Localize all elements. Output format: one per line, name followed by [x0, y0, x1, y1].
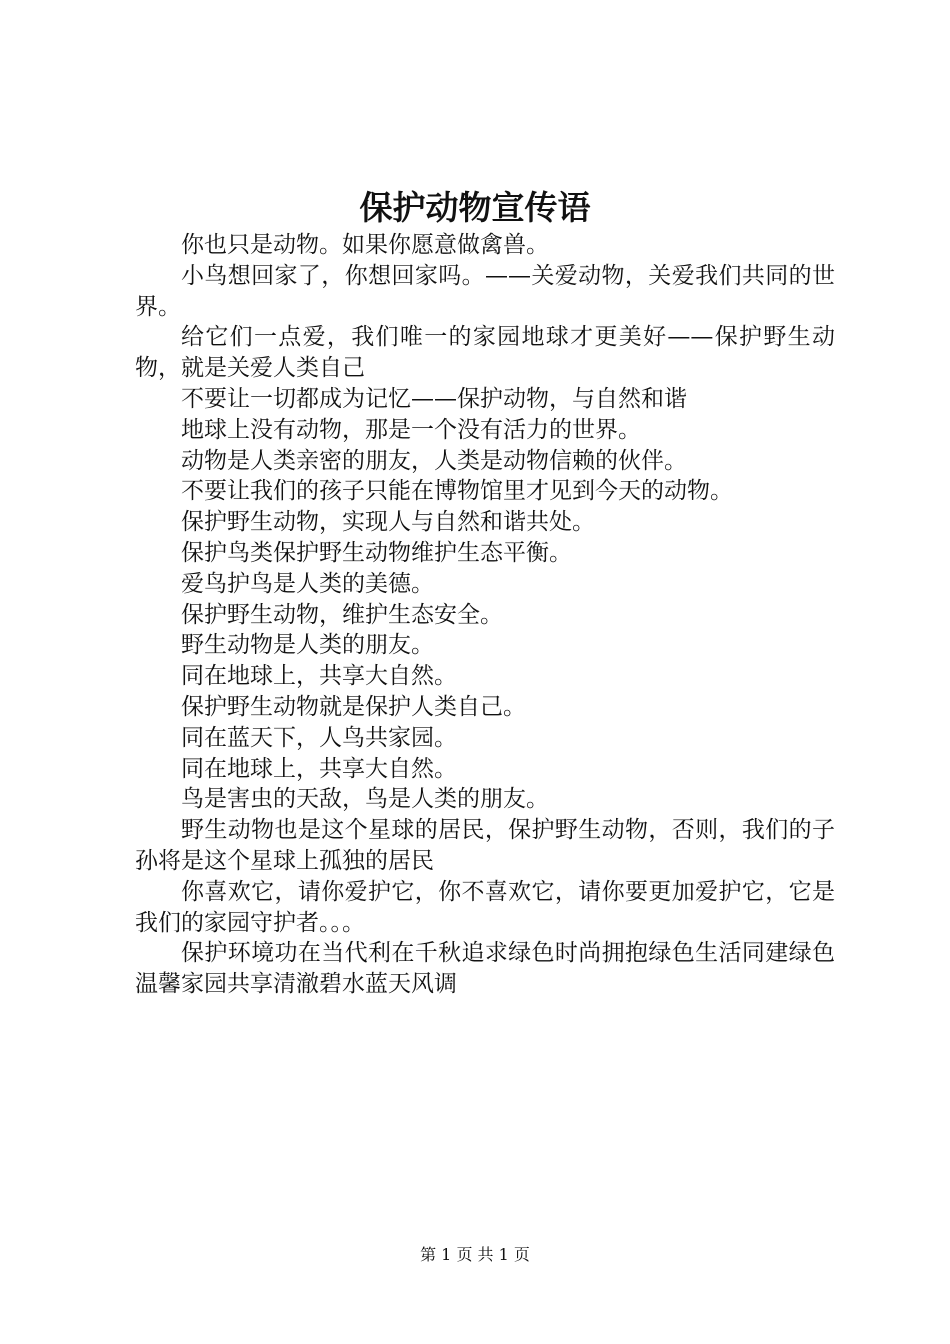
paragraph: 保护野生动物，维护生态安全。	[181, 601, 503, 628]
paragraph: 保护环境功在当代利在千秋追求绿色时尚拥抱绿色生活同建绿色温馨家园共享清澈碧水蓝天风调	[135, 940, 835, 998]
paragraph: 小鸟想回家了，你想回家吗。——关爱动物，关爱我们共同的世界。	[135, 262, 835, 320]
paragraph: 爱鸟护鸟是人类的美德。	[181, 570, 434, 597]
paragraph: 野生动物也是这个星球的居民，保护野生动物，否则，我们的子孙将是这个星球上孤独的居民	[135, 817, 835, 874]
paragraph: 地球上没有动物，那是一个没有活力的世界。	[181, 416, 641, 443]
paragraph: 你喜欢它，请你爱护它，你不喜欢它，请你要更加爱护它，它是我们的家园守护者。。。	[135, 878, 835, 936]
paragraph: 你也只是动物。如果你愿意做禽兽。	[181, 232, 549, 258]
paragraph: 同在蓝天下，人鸟共家园。	[181, 724, 457, 751]
paragraph: 动物是人类亲密的朋友，人类是动物信赖的伙伴。	[181, 447, 687, 474]
paragraph: 同在地球上，共享大自然。	[181, 663, 457, 690]
page-number-footer: 第 1 页 共 1 页	[420, 1245, 530, 1264]
paragraph: 给它们一点爱，我们唯一的家园地球才更美好——保护野生动物，就是关爱人类自己	[135, 324, 835, 382]
paragraph: 不要让一切都成为记忆——保护动物，与自然和谐	[181, 385, 687, 412]
paragraph: 同在地球上，共享大自然。	[181, 755, 457, 782]
document-body	[135, 230, 835, 1000]
paragraph: 鸟是害虫的天敌，鸟是人类的朋友。	[181, 786, 549, 813]
paragraph: 不要让我们的孩子只能在博物馆里才见到今天的动物。	[181, 478, 733, 505]
paragraph: 保护鸟类保护野生动物维护生态平衡。	[181, 539, 572, 566]
document-title: 保护动物宣传语	[359, 188, 591, 227]
paragraph: 野生动物是人类的朋友。	[181, 632, 434, 659]
paragraph: 保护野生动物，实现人与自然和谐共处。	[181, 509, 595, 536]
paragraph: 保护野生动物就是保护人类自己。	[181, 693, 526, 720]
